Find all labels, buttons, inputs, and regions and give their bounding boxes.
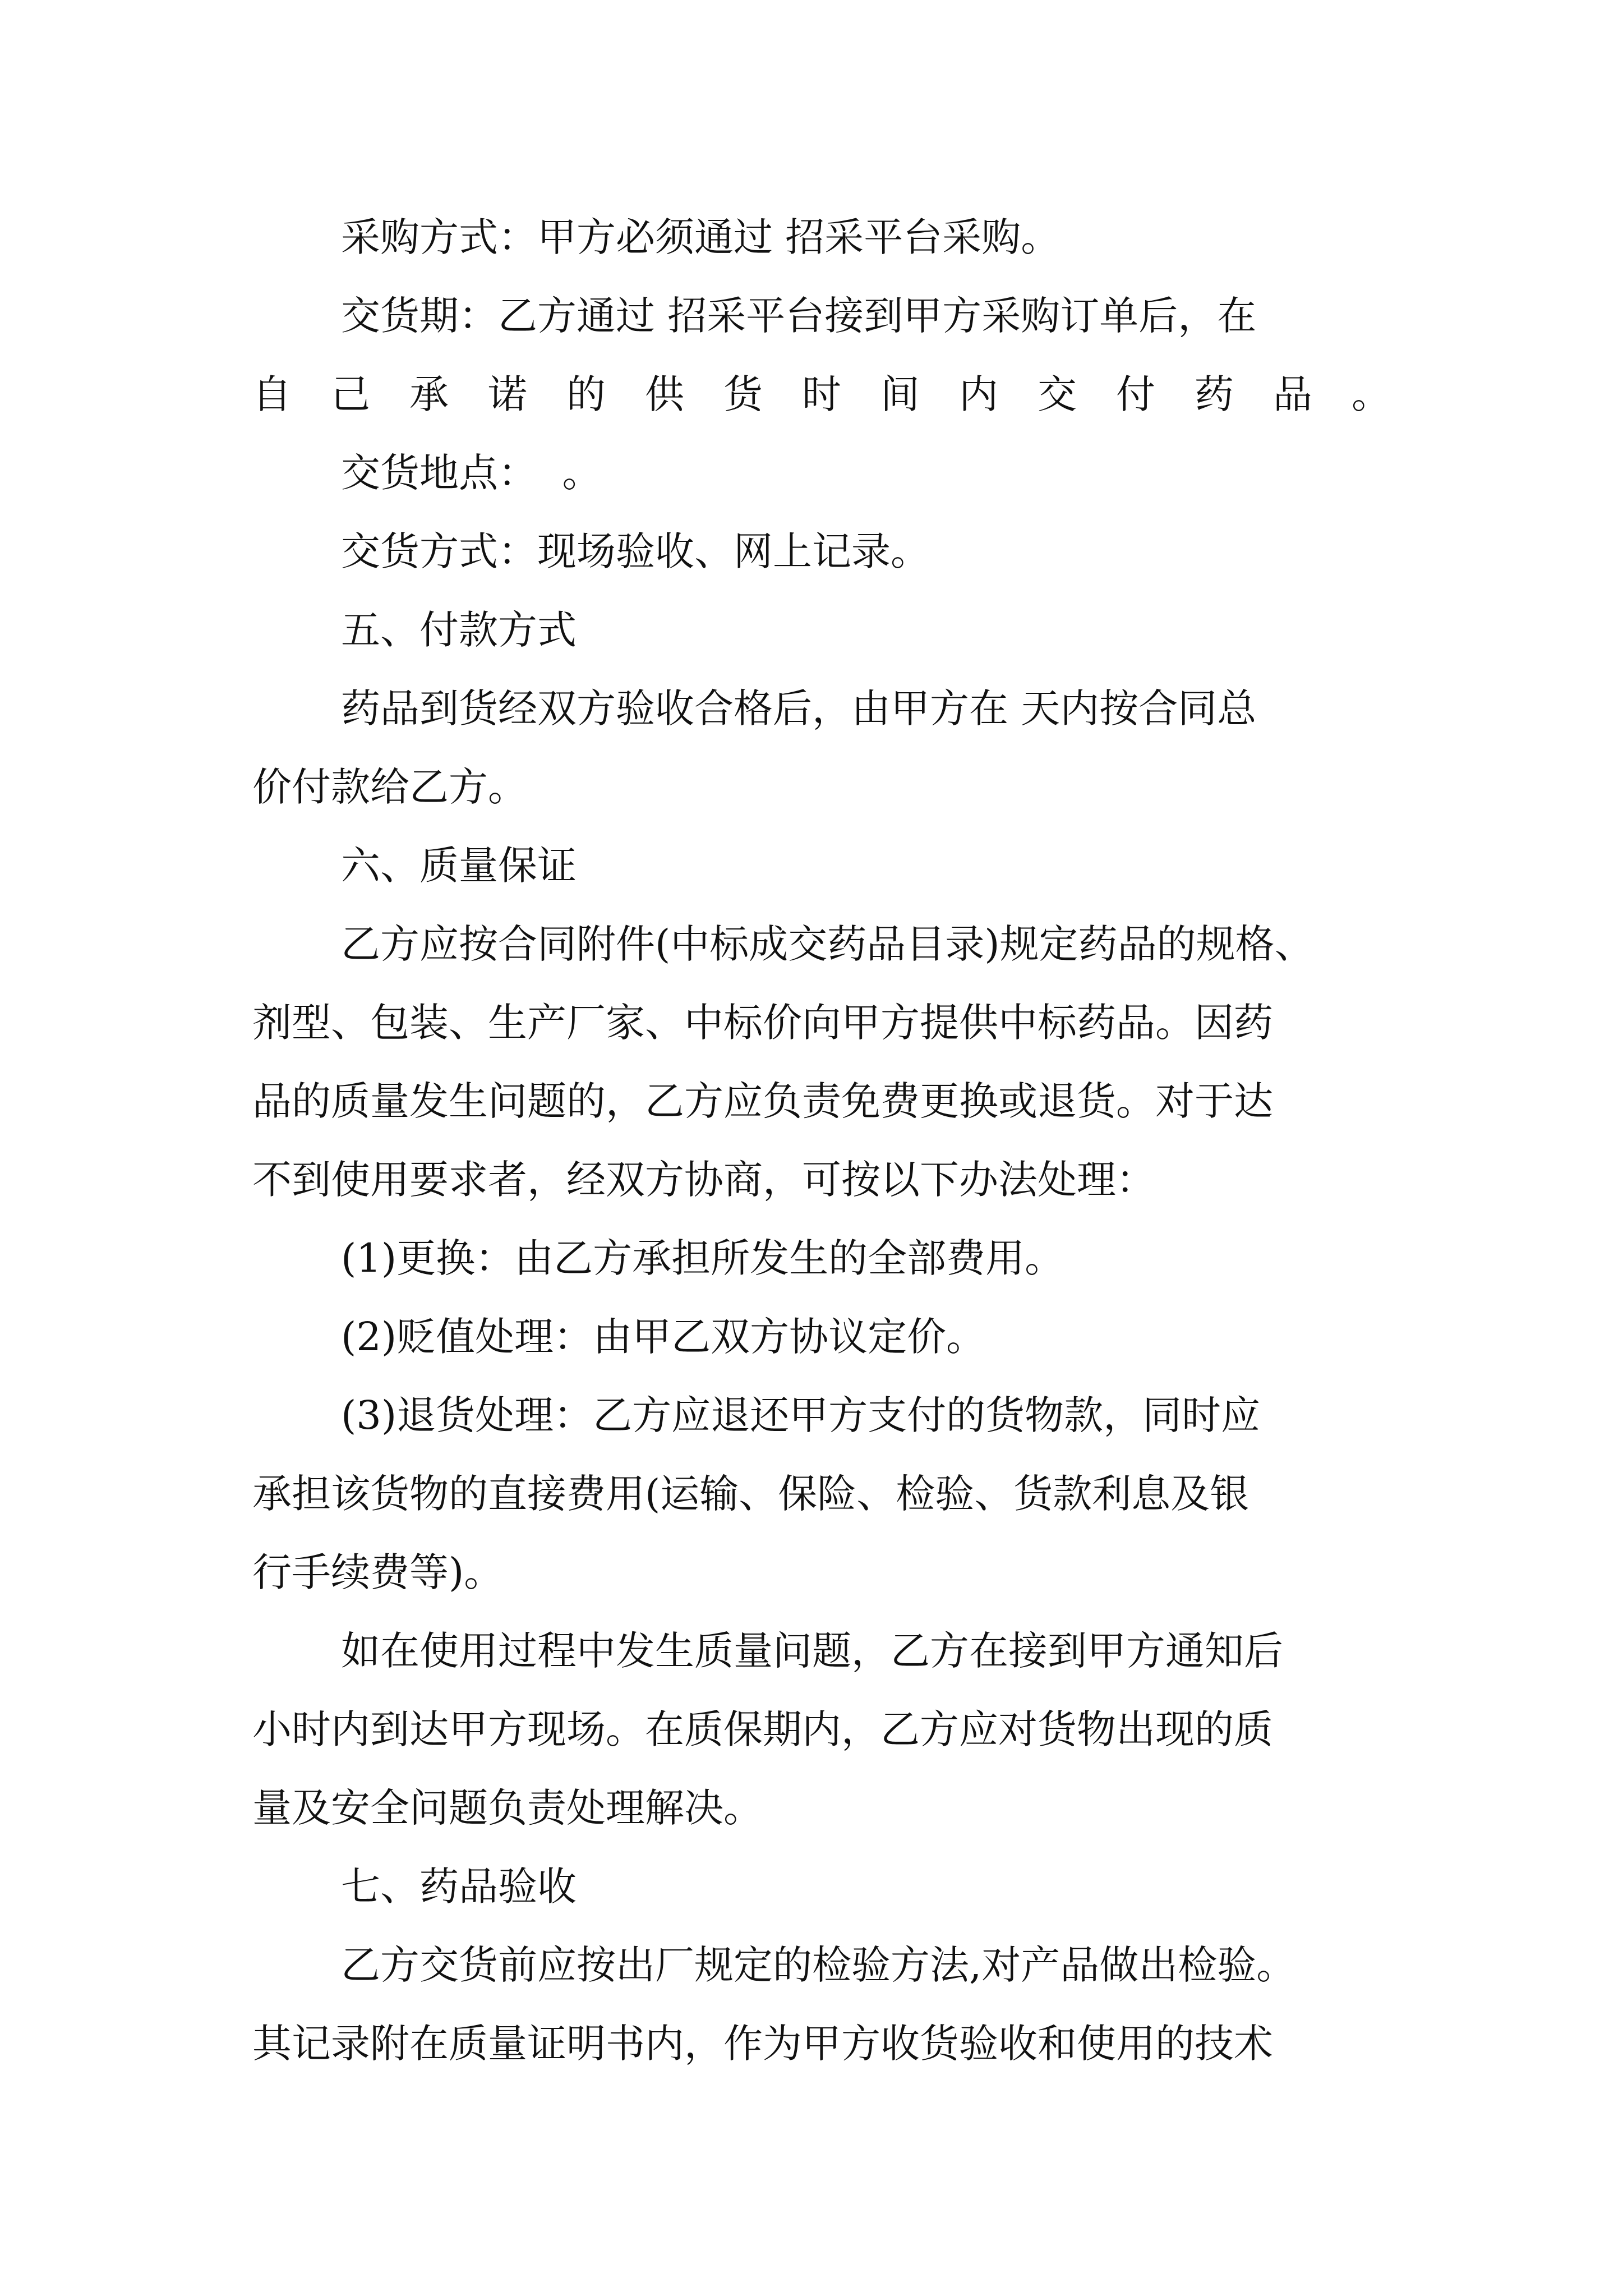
- text-line: 采购方式：甲方必须通过 招采平台采购。: [341, 214, 1061, 260]
- text-line: 其记录附在质量证明书内，作为甲方收货验收和使用的技术: [252, 2021, 1273, 2067]
- text-line: 如在使用过程中发生质量问题，乙方在接到甲方通知后: [341, 1628, 1283, 1674]
- list-item: (3)退货处理：乙方应退还甲方支付的货物款，同时应: [341, 1392, 1261, 1438]
- list-item: (1)更换：由乙方承担所发生的全部费用。: [341, 1235, 1064, 1281]
- text-line: 交货方式：现场验收、网上记录。: [341, 528, 930, 574]
- section-heading: 五、付款方式: [341, 607, 577, 653]
- text-line: 交货地点： 。: [341, 450, 602, 496]
- text-line: 承担该货物的直接费用(运输、保险、检验、货款利息及银: [252, 1471, 1249, 1517]
- text-line: 价付款给乙方。: [252, 764, 527, 810]
- text-line: 剂型、包装、生产厂家、中标价向甲方提供中标药品。因药: [252, 1000, 1273, 1046]
- list-item: (2)贬值处理：由甲乙双方协议定价。: [341, 1314, 986, 1360]
- text-line: 行手续费等)。: [252, 1549, 504, 1595]
- text-line: 不到使用要求者，经双方协商，可按以下办法处理：: [252, 1157, 1155, 1203]
- text-line: 交货期：乙方通过 招采平台接到甲方采购订单后，在: [341, 293, 1257, 339]
- text-line: 乙方应按合同附件(中标成交药品目录)规定药品的规格、: [341, 921, 1314, 967]
- section-heading: 六、质量保证: [341, 843, 577, 889]
- text-line: 乙方交货前应按出厂规定的检验方法,对产品做出检验。: [341, 1942, 1296, 1988]
- text-line: 品的质量发生问题的，乙方应负责免费更换或退货。对于达: [252, 1078, 1273, 1124]
- text-line: 自己承诺的供货时间内交付药品。: [252, 371, 1391, 417]
- text-line: 量及安全问题负责处理解决。: [252, 1785, 763, 1831]
- section-heading: 七、药品验收: [341, 1864, 577, 1910]
- text-line: 小时内到达甲方现场。在质保期内，乙方应对货物出现的质: [252, 1706, 1273, 1752]
- text-line: 药品到货经双方验收合格后，由甲方在 天内按合同总: [341, 685, 1257, 731]
